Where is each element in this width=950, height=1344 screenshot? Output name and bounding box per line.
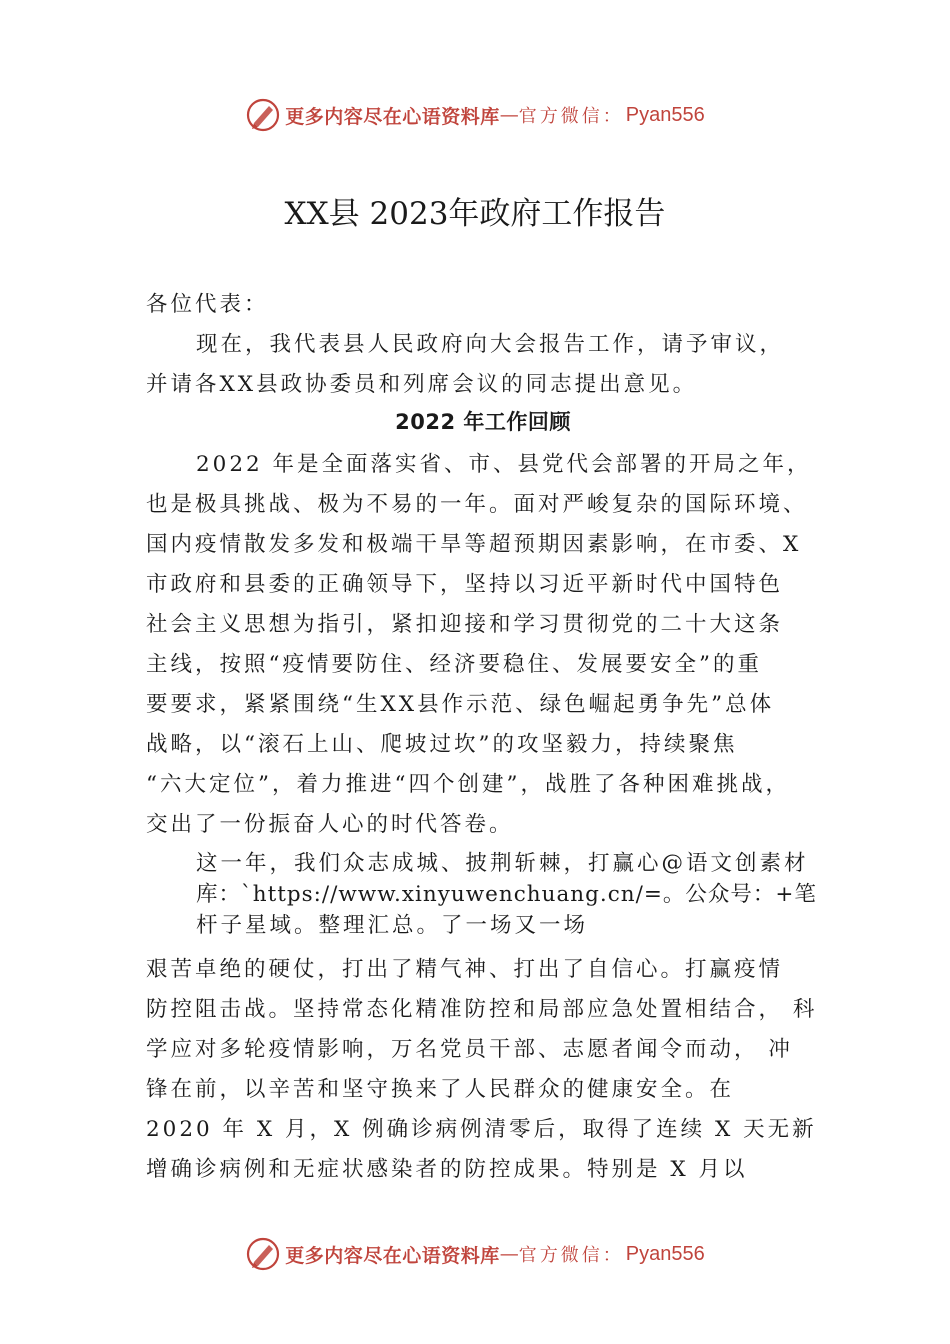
body-line: 国内疫情散发多发和极端干旱等超预期因素影响，在市委、X xyxy=(146,532,802,557)
body-line: 库：`https://www.xinyuwenchuang.cn/=。公众号：+笔 xyxy=(196,882,817,907)
body-line: 2022 年是全面落实省、市、县党代会部署的开局之年， xyxy=(196,452,812,477)
body-line: 学应对多轮疫情影响，万名党员干部、志愿者闻令而动， 冲 xyxy=(146,1037,793,1062)
body-line: 战略，以“滚石上山、爬坡过坎”的攻坚毅力，持续聚焦 xyxy=(146,732,738,757)
document-title: XX县 2023年政府工作报告 xyxy=(284,196,666,232)
body-line: 锋在前，以辛苦和坚守换来了人民群众的健康安全。在 xyxy=(146,1077,735,1102)
body-line: 社会主义思想为指引，紧扣迎接和学习贯彻党的二十大这条 xyxy=(146,612,784,637)
body-line: 市政府和县委的正确领导下，坚持以习近平新时代中国特色 xyxy=(146,572,784,597)
section-title: 2022 年工作回顾 xyxy=(395,410,571,434)
body-line: 杆子星域。整理汇总。了一场又一场 xyxy=(196,913,589,938)
body-line: 这一年，我们众志成城、披荆斩棘，打赢心@语文创素材 xyxy=(196,851,809,876)
pen-logo-icon xyxy=(245,97,281,133)
salutation: 各位代表： xyxy=(146,292,269,317)
body-line: 防控阻击战。坚持常态化精准防控和局部应急处置相结合， 科 xyxy=(146,997,818,1022)
body-line: 并请各XX县政协委员和列席会议的同志提出意见。 xyxy=(146,372,698,397)
body-line: 主线，按照“疫情要防住、经济要稳住、发展要安全”的重 xyxy=(146,652,762,677)
body-line: 也是极具挑战、极为不易的一年。面对严峻复杂的国际环境、 xyxy=(146,492,808,517)
watermark-id: Pyan556 xyxy=(625,103,705,126)
watermark-separator: — xyxy=(499,104,519,126)
body-line: 增确诊病例和无症状感染者的防控成果。特别是 X 月以 xyxy=(146,1157,748,1182)
watermark-main-text: 更多内容尽在心语资料库 xyxy=(285,105,500,128)
watermark-label: 官方微信： xyxy=(518,1245,624,1266)
watermark-id: Pyan556 xyxy=(625,1242,705,1265)
body-line: 要要求，紧紧围绕“生XX县作示范、绿色崛起勇争先”总体 xyxy=(146,692,775,717)
watermark-main-text: 更多内容尽在心语资料库 xyxy=(285,1244,500,1267)
watermark-banner-top xyxy=(0,95,950,135)
watermark-separator: — xyxy=(499,1243,519,1265)
pen-logo-icon xyxy=(245,1236,281,1272)
body-line: 交出了一份振奋人心的时代答卷。 xyxy=(146,812,514,837)
body-line: “六大定位”，着力推进“四个创建”，战胜了各种困难挑战， xyxy=(146,772,790,797)
body-line: 现在，我代表县人民政府向大会报告工作，请予审议， xyxy=(196,332,785,357)
body-line: 2020 年 X 月，X 例确诊病例清零后，取得了连续 X 天无新 xyxy=(146,1117,817,1142)
watermark-label: 官方微信： xyxy=(518,106,624,127)
body-line: 艰苦卓绝的硬仗，打出了精气神、打出了自信心。打赢疫情 xyxy=(146,957,784,982)
watermark-banner-bottom xyxy=(0,1234,950,1274)
